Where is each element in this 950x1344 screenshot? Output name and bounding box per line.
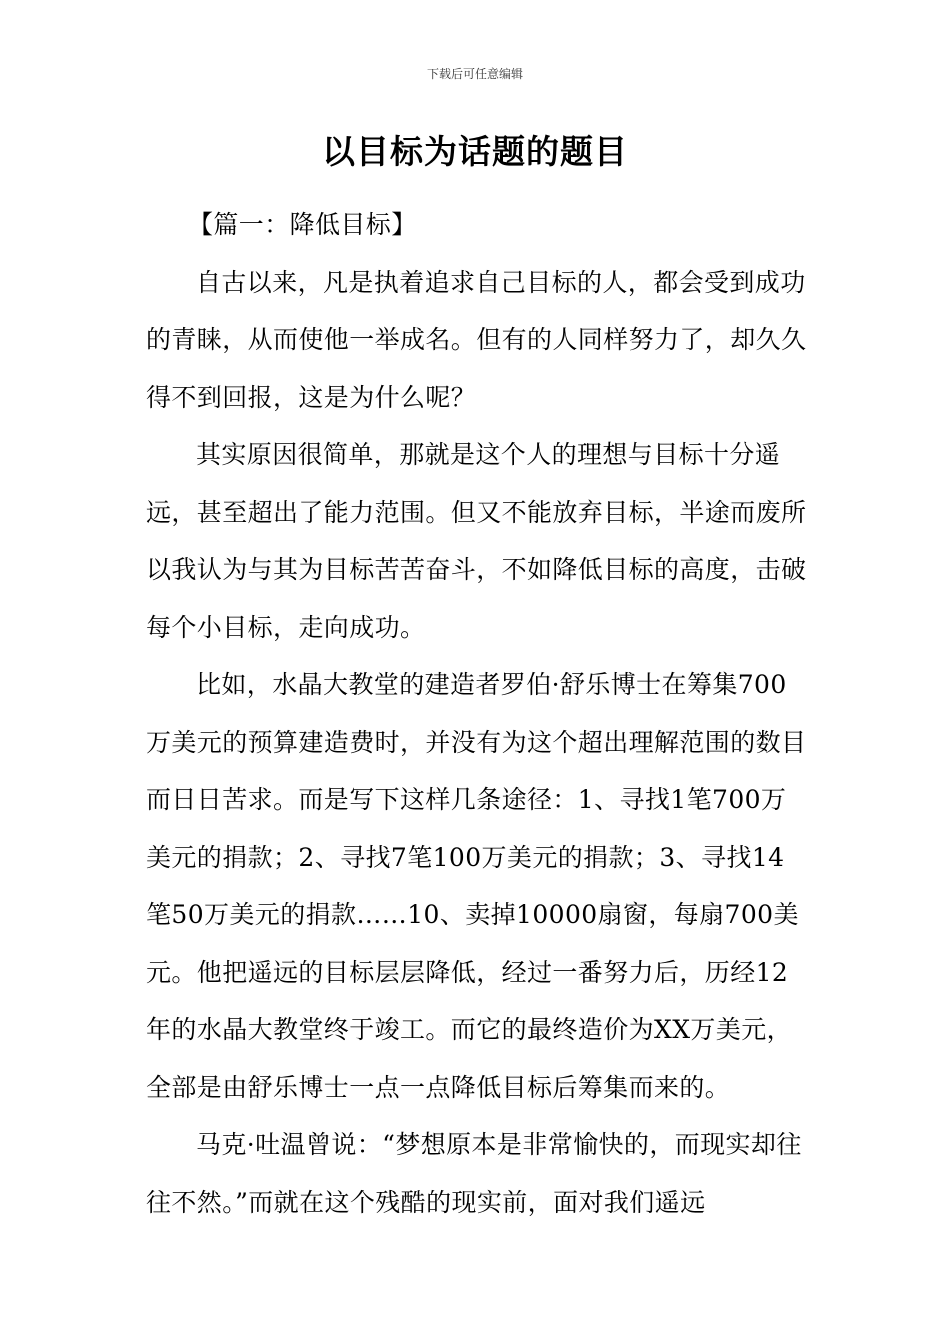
document-body bbox=[146, 196, 808, 1231]
paragraph-3: 比如，水晶大教堂的建造者罗伯·舒乐博士在筹集700万美元的预算建造费时，并没有为这个超出理解范围的数目而日日苦求。而是写下这样几条途径：1、寻找1笔700万美元的捐款；2、寻找7笔100万美元的捐款；3、寻找14笔50万美元的捐款……10、卖掉10000扇窗，每扇700美元。他把遥远的目标层层降低，经过一番努力后，历经12年的水晶大教堂终于竣工。而它的最终造价为XX万美元，全部是由舒乐博士一点一点降低目标后筹集而来的。 bbox=[146, 670, 807, 1102]
paragraph-2: 其实原因很简单，那就是这个人的理想与目标十分遥远，甚至超出了能力范围。但又不能放弃目标，半途而废所以我认为与其为目标苦苦奋斗，不如降低目标的高度，击破每个小目标，走向成功。 bbox=[146, 440, 807, 642]
header-note: 下载后可任意编辑 bbox=[426, 67, 523, 81]
paragraph-1: 自古以来，凡是执着追求自己目标的人，都会受到成功的青睐，从而使他一举成名。但有的人同样努力了，却久久得不到回报，这是为什么呢？ bbox=[146, 267, 807, 412]
paragraph-4: 马克·吐温曾说：“梦想原本是非常愉快的，而现实却往往不然。”而就在这个残酷的现实前，面对我们遥远 bbox=[146, 1130, 802, 1217]
document-title: 以目标为话题的题目 bbox=[322, 132, 628, 171]
section-heading: 【篇一：降低目标】 bbox=[188, 210, 417, 239]
